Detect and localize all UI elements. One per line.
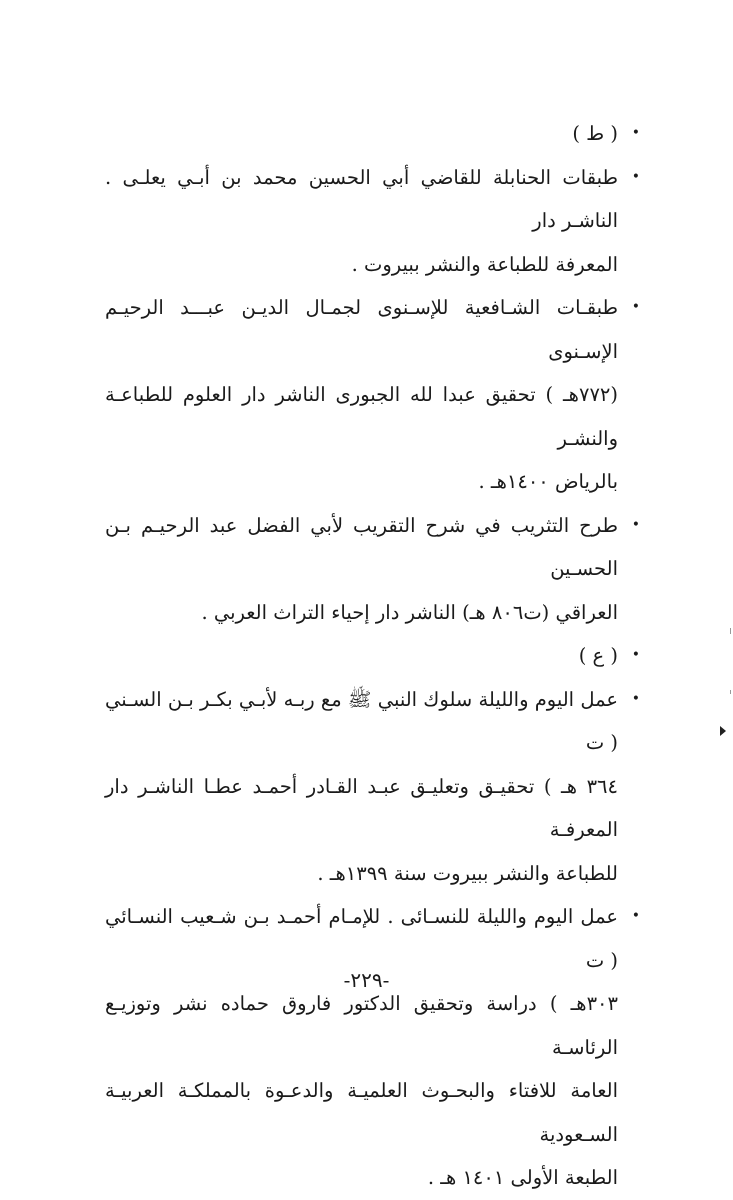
bullet-icon: •: [631, 168, 640, 185]
bibliography-entry: [105, 895, 640, 1200]
entry-line: ( ط ): [572, 122, 618, 145]
scan-edge-marker: [720, 726, 726, 736]
entry-line: ٣٦٤ هـ ) تحقيـق وتعليـق عبـد القـادر أحمـد عطـا الناشـر دار المعرفـة: [105, 774, 618, 841]
entry-line: عمل اليوم والليلة للنسـائى . للإمـام أحمـد بـن شـعيب النسـائي ( ت: [105, 905, 618, 972]
bibliography-entry: [105, 504, 640, 635]
bibliography-entry: [105, 112, 640, 156]
entry-line: العراقي (ت٨٠٦ هـ) الناشر دار إحياء التراث العربي .: [201, 600, 618, 624]
entry-line: ( ع ): [578, 644, 618, 667]
entry-line: ٣٠٣هـ ) دراسة وتحقيق الدكتور فاروق حماده نشر وتوزيـع الرئاسـة: [105, 992, 618, 1059]
entry-line: طبقات الحنابلة للقاضي أبي الحسين محمد بن أبـي يعلـى . الناشـر دار: [105, 165, 618, 232]
page-number: -٢٢٩-: [343, 968, 390, 992]
bullet-icon: •: [631, 908, 640, 924]
entry-line: عمل اليوم والليلة سلوك النبي ﷺ مع ربـه لأبـي بكـر بـن السـني ( ت: [105, 687, 618, 754]
bibliography-entry: [105, 634, 640, 678]
entry-line: طبقـات الشـافعية للإسـنوى لجمـال الديـن عبـــد الرحيـم الإسـنوى: [105, 296, 618, 363]
bullet-icon: •: [631, 299, 640, 315]
entry-line: طرح التثريب في شرح التقريب لأبي الفضل عبد الرحيـم بـن الحسـين: [105, 513, 618, 580]
scan-edge-tick: [730, 628, 731, 634]
entry-line: بالرياض ١٤٠٠هـ .: [478, 470, 618, 493]
bibliography-entry: [105, 156, 640, 287]
scan-edge-tick: [730, 690, 731, 694]
entry-line: العامة للافتاء والبحـوث العلميـة والدعـوة بالمملكـة العربيـة السـعودية: [105, 1079, 618, 1146]
entry-line: للطباعة والنشر ببيروت سنة ١٣٩٩هـ .: [317, 861, 618, 885]
bibliography-list: [105, 112, 640, 1200]
bullet-icon: •: [631, 125, 640, 141]
bullet-icon: •: [631, 647, 640, 663]
entry-line: الطبعة الأولى ١٤٠١ هـ .: [427, 1166, 618, 1189]
bullet-icon: •: [631, 690, 640, 707]
entry-line: (٧٧٢هـ ) تحقيق عبدا لله الجبورى الناشر دار العلوم للطباعـة والنشـر: [105, 383, 618, 450]
entry-line: المعرفة للطباعة والنشر ببيروت .: [351, 252, 618, 276]
bibliography-entry: [105, 678, 640, 896]
bullet-icon: •: [631, 516, 640, 533]
bibliography-entry: [105, 286, 640, 504]
